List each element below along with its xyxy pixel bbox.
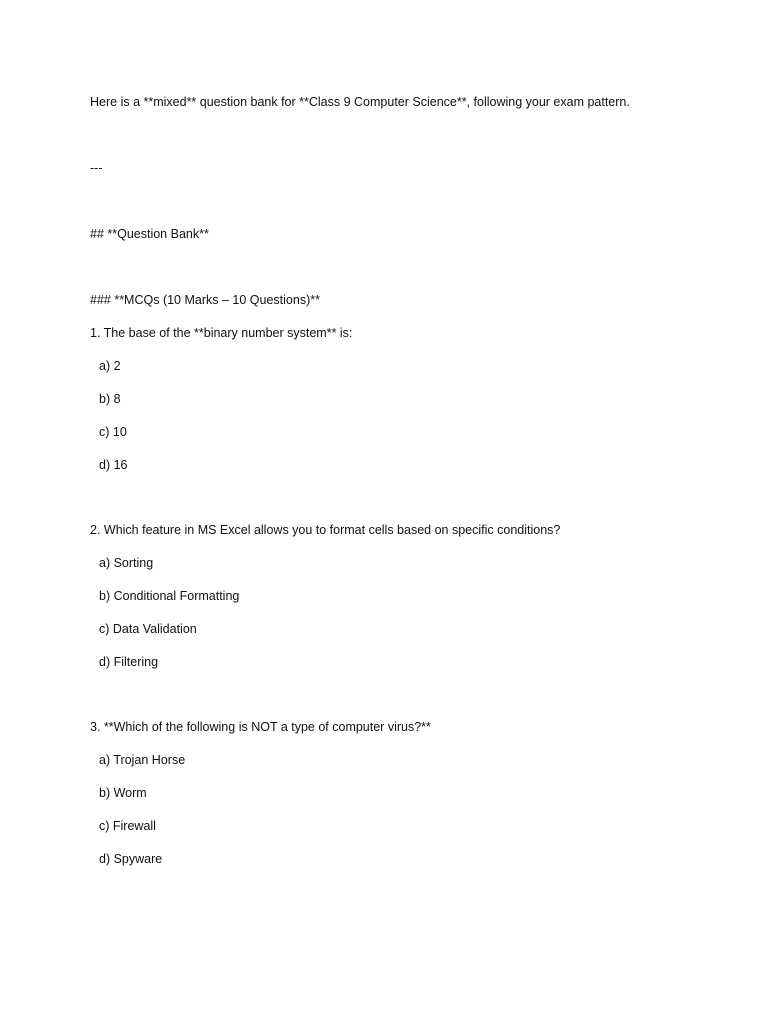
question-1-option-d: d) 16 [99,458,128,472]
question-2-option-b: b) Conditional Formatting [99,589,240,603]
question-1-option-c: c) 10 [99,425,127,439]
question-3-option-d: d) Spyware [99,852,163,866]
question-1-option-b: b) 8 [99,392,121,406]
section-heading: ## **Question Bank** [90,227,209,241]
intro-paragraph: Here is a **mixed** question bank for **Class 9 Computer Science**, following your exam pattern. [90,95,630,109]
question-2-option-c: c) Data Validation [99,622,197,636]
question-3-text: 3. **Which of the following is NOT a type of computer virus?** [90,720,431,734]
question-1-option-a: a) 2 [99,359,121,373]
question-3-option-b: b) Worm [99,786,147,800]
question-2-option-a: a) Sorting [99,556,154,570]
separator-line: --- [90,161,103,175]
question-1-text: 1. The base of the **binary number system** is: [90,326,353,340]
question-3-option-a: a) Trojan Horse [99,753,186,767]
question-2-text: 2. Which feature in MS Excel allows you to format cells based on specific conditions? [90,523,561,537]
section-subheading: ### **MCQs (10 Marks – 10 Questions)** [90,293,320,307]
question-3-option-c: c) Firewall [99,819,156,833]
question-2-option-d: d) Filtering [99,655,159,669]
